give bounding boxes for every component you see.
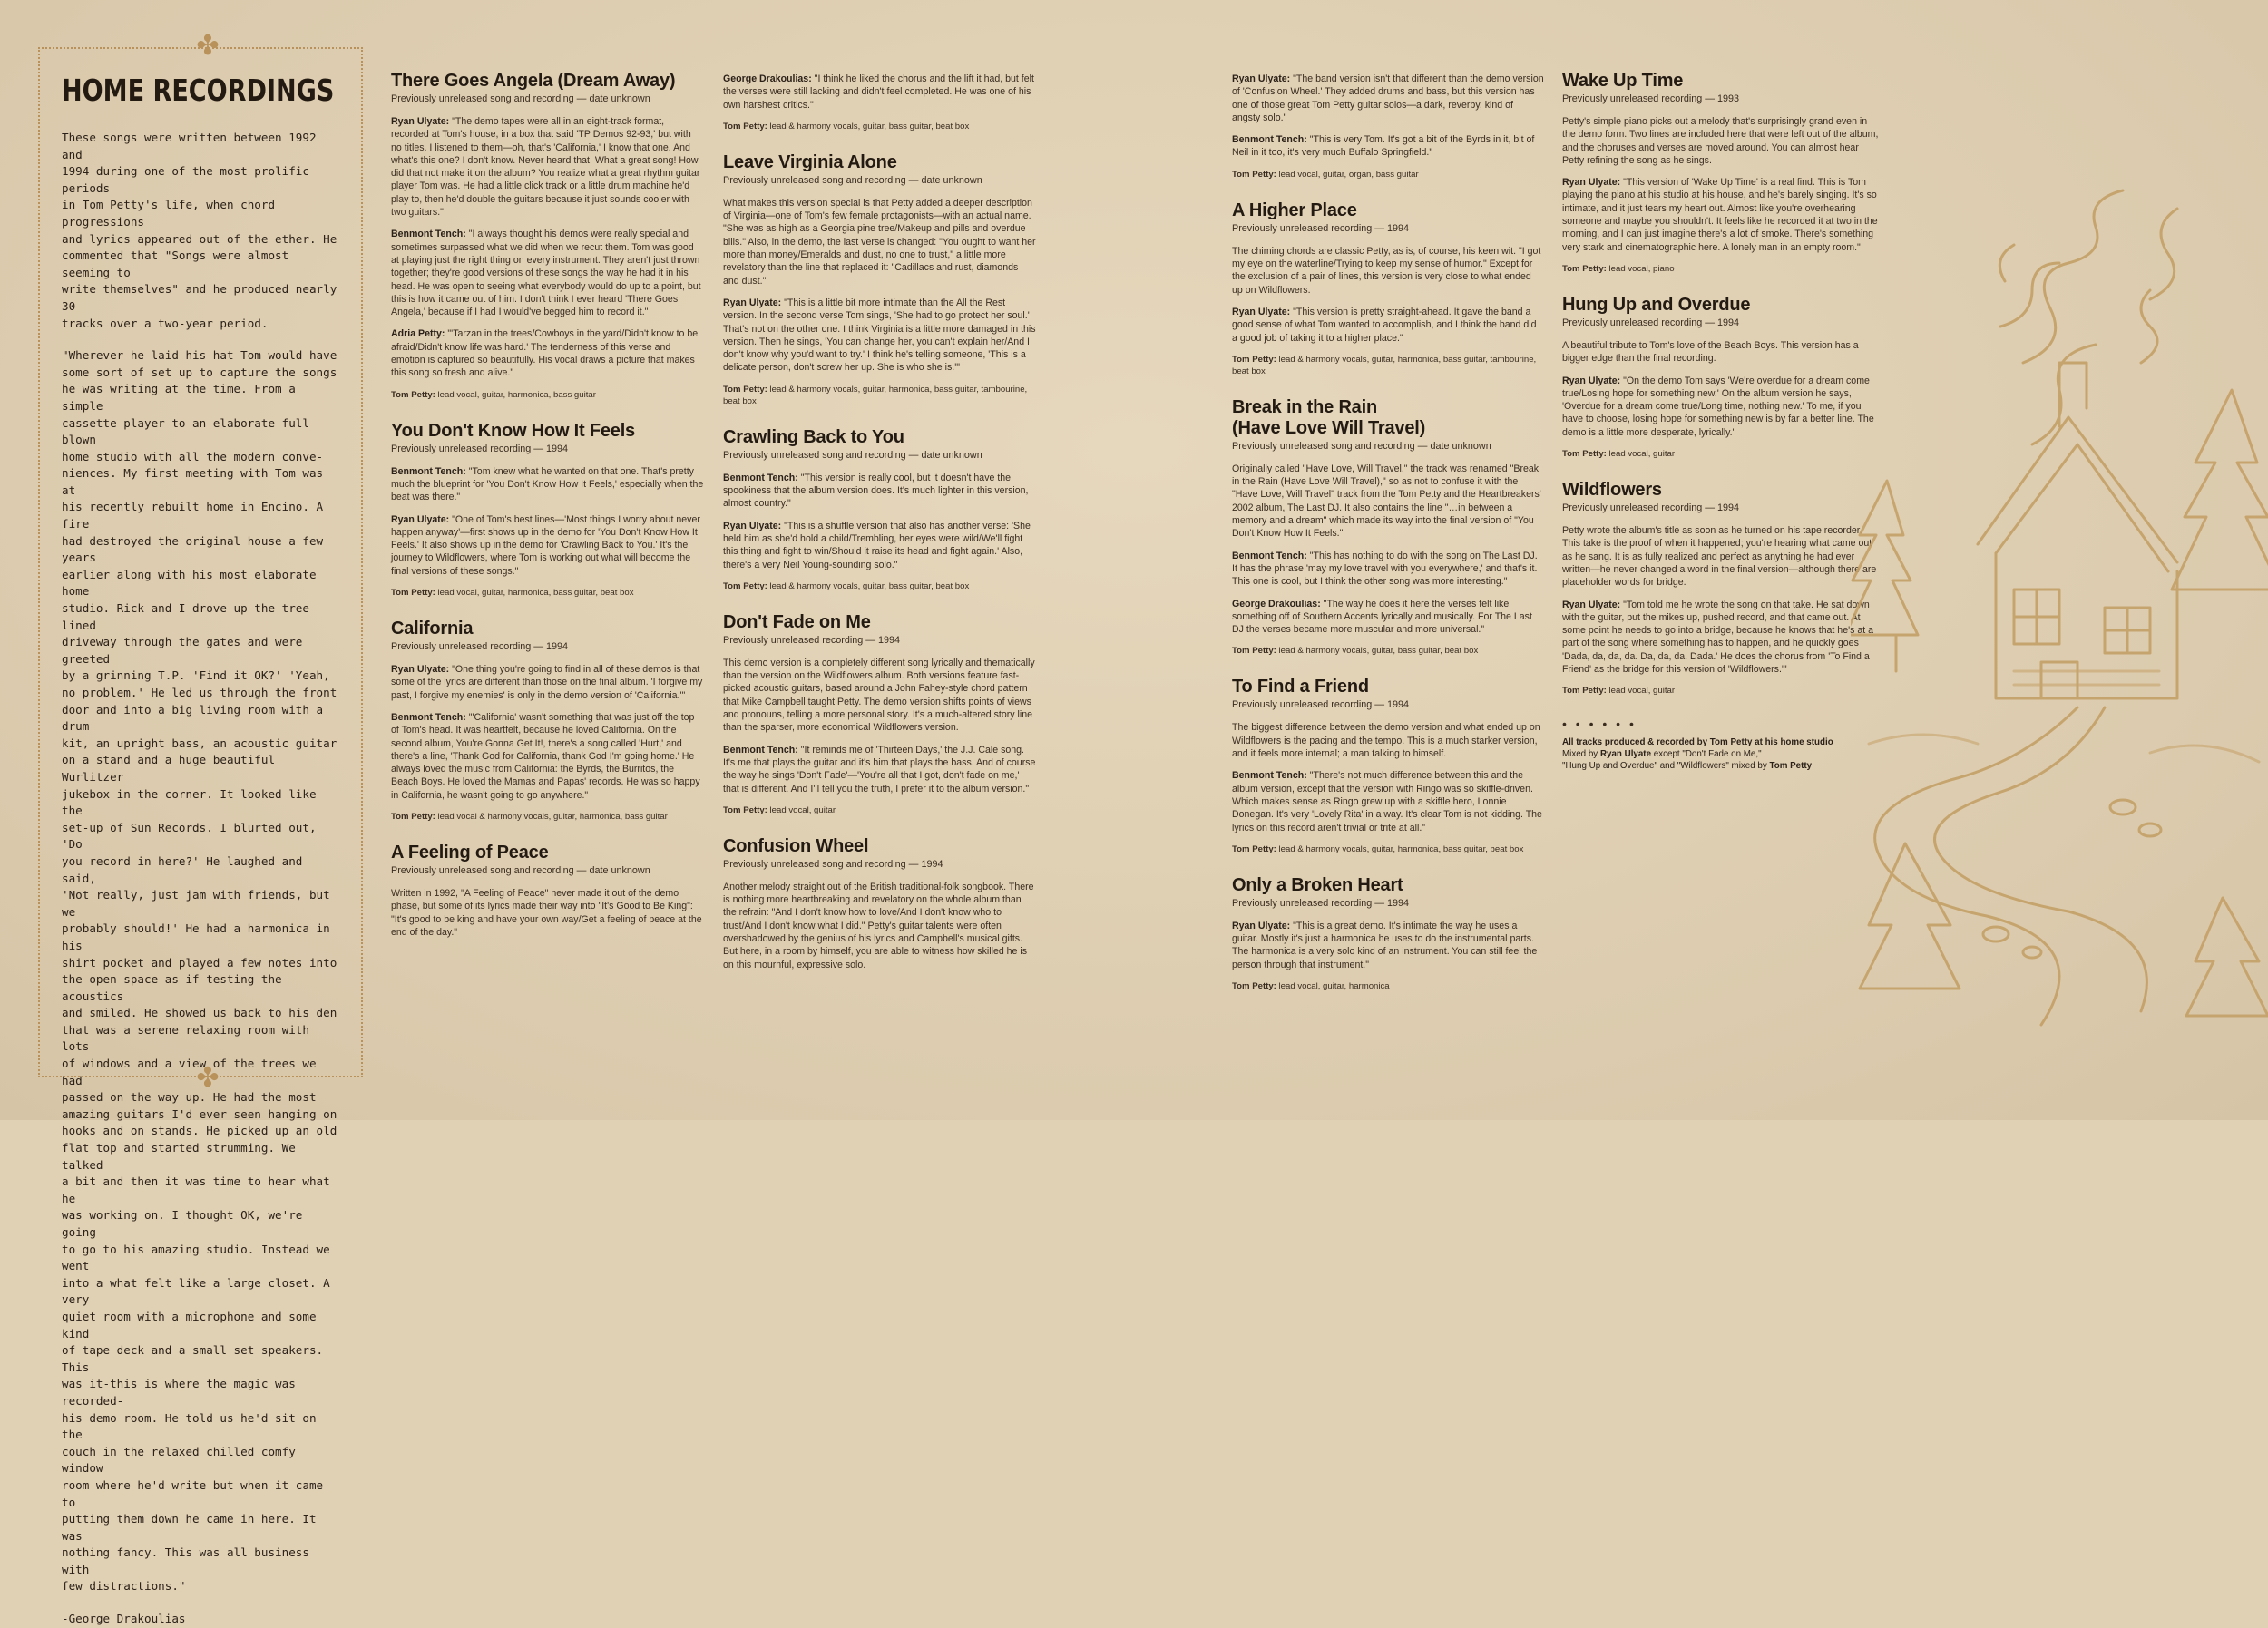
song-paragraph bbox=[1232, 920, 1544, 971]
song-credits bbox=[1562, 685, 1880, 697]
footer-text: except "Don't Fade on Me," bbox=[1651, 749, 1762, 760]
quote-text: "This version is really cool, but it doesn't have the spookiness that the album version does. It's much lighter in this version, almost country." bbox=[723, 472, 1029, 510]
quote-text: What makes this version special is that Petty added a deeper description of Virginia—one of Tom's few female protagonists—with an actual name. "She was as high as a Georgia pine tree/Makeup and pills and overdue bills." Also, in the demo, the last verse is changed: "You ought to want her more than money/Emeralds and dust, no one to trust," a little more revelatory than the line that replaced it: "Cadillacs and rust, diamonds and dust." bbox=[723, 197, 1036, 287]
footer-line-2 bbox=[1562, 748, 1880, 760]
footer-mixer: Tom Petty bbox=[1769, 761, 1813, 772]
quote-text: "This has nothing to do with the song on The Last DJ. It has the phrase 'may my love travel with you everywhere,' and that's it. This one is cool, but I think the other song was more interesting." bbox=[1232, 550, 1538, 588]
song-subtitle: Previously unreleased song and recording — date unknown bbox=[723, 174, 982, 186]
song-block-you-don-t-know-how-it-feels bbox=[391, 421, 704, 599]
song-block-break-in-the-rain-have-love-will-travel bbox=[1232, 397, 1544, 658]
column-3 bbox=[1232, 73, 1544, 1012]
credit-instruments: lead vocal, piano bbox=[1606, 263, 1675, 274]
column-4 bbox=[1562, 71, 1880, 772]
song-block-don-t-fade-on-me bbox=[723, 612, 1036, 816]
credit-instruments: lead & harmony vocals, guitar, harmonica, bass guitar, tambourine, beat box bbox=[1232, 354, 1537, 376]
song-title: Hung Up and Overdue bbox=[1562, 294, 1751, 315]
quote-text: Written in 1992, "A Feeling of Peace" never made it out of the demo phase, but some of its lyrics made their way into "It's Good to Be King": "It's good to be king and have your own way/Get a feeling of peace at the end of the day." bbox=[391, 887, 702, 938]
song-subtitle: Previously unreleased song and recording — date unknown bbox=[1232, 440, 1491, 452]
song-paragraph bbox=[1562, 176, 1880, 254]
speaker-name: Benmont Tench: bbox=[391, 465, 466, 477]
song-title: Wildflowers bbox=[1562, 480, 1662, 501]
song-subtitle: Previously unreleased song and recording — date unknown bbox=[723, 449, 982, 461]
quote-text: "This is a little bit more intimate than the All the Rest version. In the second verse Tom sings, 'She had to go protect her soul.' That's not on the other one. I think Virginia is a little more damaged in this version. Then he sings, 'You can change her, you can't explain her/And I don't know why you'd want to try.' I think he's telling someone, 'This is a delicate person, don't screw her up. She is who she is.'" bbox=[723, 297, 1036, 374]
bottom-flourish-icon: ✤ bbox=[196, 1062, 220, 1094]
quote-text: Another melody straight out of the British traditional-folk songbook. There is nothing more heartbreaking and revelatory on the whole album than the refrain: "And I don't know how to love/And I don't know who to trust/And I don't know what I did." Petty's guitar talents were often overshadowed by the genius of his lyrics and Campbell's musical gifts. But here, in a room by himself, you are able to witness how skilled he is on this mournful, expressive solo. bbox=[723, 881, 1034, 970]
song-paragraph bbox=[723, 520, 1036, 571]
credit-instruments: lead & harmony vocals, guitar, bass guitar, beat box bbox=[767, 121, 970, 132]
song-block-continued bbox=[723, 73, 1036, 132]
speaker-name: Ryan Ulyate: bbox=[723, 520, 782, 531]
credit-artist: Tom Petty: bbox=[1562, 686, 1607, 697]
song-title: Break in the Rain (Have Love Will Travel) bbox=[1232, 396, 1426, 438]
cabin-illustration bbox=[1851, 154, 2268, 1061]
speaker-name: Ryan Ulyate: bbox=[391, 513, 450, 525]
song-paragraph bbox=[391, 228, 704, 318]
song-credits bbox=[1232, 645, 1544, 657]
song-title: Crawling Back to You bbox=[723, 426, 904, 447]
song-credits bbox=[1562, 263, 1880, 275]
speaker-name: Ryan Ulyate: bbox=[391, 116, 450, 127]
song-paragraph bbox=[723, 881, 1036, 971]
song-block-continued bbox=[1232, 73, 1544, 180]
song-paragraph bbox=[723, 744, 1036, 795]
quote-text: "On the demo Tom says 'We're overdue for a dream come true/Losing hope for something new.' On the album version he says, 'Overdue for a dream come true/Long time, nothing new.' To me, if you have to choose, losing hope for something new is by far a better line. The demo is a little more desperate, lyrically." bbox=[1562, 375, 1874, 438]
song-paragraph bbox=[1232, 550, 1544, 589]
speaker-name: Ryan Ulyate: bbox=[1232, 920, 1291, 931]
credit-instruments: lead vocal, guitar bbox=[767, 804, 836, 815]
quote-text: A beautiful tribute to Tom's love of the Beach Boys. This version has a bigger edge than the final recording. bbox=[1562, 339, 1859, 365]
quote-text: "This version is pretty straight-ahead. It gave the band a good sense of what Tom wanted to accomplish, and I think the band did a good job of taking it to a higher place." bbox=[1232, 306, 1537, 344]
song-credits bbox=[723, 384, 1036, 407]
credit-artist: Tom Petty: bbox=[723, 580, 767, 591]
song-subtitle: Previously unreleased recording — 1994 bbox=[1232, 699, 1410, 711]
quote-text: "I always thought his demos were really special and sometimes surpassed what we did when we recut them. Tom was good at playing just the right thing on every instrument. They aren't just thrown together; they're good versions of these songs the way he had it in his head. He was open to seeing what everybody would do up to a point, but this is how it came out of him. I don't think I ever heard 'There Goes Angela,' because if I had I would've begged him to record it." bbox=[391, 229, 701, 318]
song-credits bbox=[1232, 843, 1544, 855]
footer-mixer: Ryan Ulyate bbox=[1599, 749, 1652, 760]
song-credits bbox=[723, 804, 1036, 816]
song-title: Leave Virginia Alone bbox=[723, 151, 897, 172]
album-credits-footer bbox=[1562, 717, 1880, 772]
song-block-wake-up-time bbox=[1562, 71, 1880, 275]
song-credits bbox=[723, 580, 1036, 592]
intro-signature: -George Drakoulias bbox=[62, 1612, 186, 1626]
speaker-name: Benmont Tench: bbox=[1232, 770, 1307, 782]
song-block-only-a-broken-heart bbox=[1232, 875, 1544, 992]
credit-instruments: lead vocal, guitar bbox=[1606, 449, 1676, 460]
speaker-name: Benmont Tench: bbox=[1232, 550, 1307, 561]
quote-text: The biggest difference between the demo version and what ended up on Wildflowers is the pacing and the tempo. This is a much starker version, and it feels more internal; a man talking to himself. bbox=[1232, 722, 1540, 760]
credit-artist: Tom Petty: bbox=[723, 804, 767, 815]
credit-artist: Tom Petty: bbox=[391, 811, 435, 822]
quote-text: "It reminds me of 'Thirteen Days,' the J.J. Cale song. It's me that plays the guitar and it's him that plays the bass. And of course the way he sings 'Don't Fade'—'You're all that I got, don't fade on me,' that is different. And I'll tell you the truth, I prefer it to the album version." bbox=[723, 744, 1036, 795]
credit-instruments: lead vocal, guitar bbox=[1606, 686, 1676, 697]
speaker-name: George Drakoulias: bbox=[723, 73, 812, 84]
speaker-name: George Drakoulias: bbox=[1232, 598, 1321, 609]
song-paragraph bbox=[1232, 721, 1544, 760]
speaker-name: Ryan Ulyate: bbox=[1232, 73, 1291, 84]
song-paragraph bbox=[723, 297, 1036, 375]
song-subtitle: Previously unreleased recording — 1994 bbox=[1232, 897, 1410, 909]
speaker-name: Benmont Tench: bbox=[391, 711, 466, 723]
footer-text: Mixed by bbox=[1562, 749, 1600, 760]
song-paragraph bbox=[723, 472, 1036, 511]
quote-text: "The band version isn't that different than the demo version of 'Confusion Wheel.' They added drums and bass, but this version has one of those great Tom Petty guitar solos—a dark, reverby, kind of angsty solo." bbox=[1232, 73, 1544, 123]
credit-artist: Tom Petty: bbox=[391, 588, 435, 599]
tree-bottom-right bbox=[2186, 898, 2268, 1016]
quote-text: "One thing you're going to find in all of these demos is that some of the lyrics are different than those on the final album. 'I forgive my past, I forgive my enemies' is only in the demo version of 'California.'" bbox=[391, 664, 703, 701]
song-subtitle: Previously unreleased song and recording — 1994 bbox=[723, 858, 943, 870]
song-block-crawling-back-to-you bbox=[723, 427, 1036, 592]
speaker-name: Ryan Ulyate: bbox=[1562, 177, 1621, 189]
song-paragraph bbox=[391, 115, 704, 219]
song-paragraph bbox=[1562, 524, 1880, 589]
song-paragraph bbox=[723, 657, 1036, 735]
quote-text: The chiming chords are classic Petty, as is, of course, his keen wit. "I got my eye on the waterline/Trying to keep my sense of humor." Except for the exclusion of a pair of lines, this version is very close to what ended up on Wildflowers. bbox=[1232, 245, 1541, 296]
song-paragraph bbox=[723, 197, 1036, 288]
song-block-confusion-wheel bbox=[723, 836, 1036, 971]
speaker-name: Ryan Ulyate: bbox=[723, 297, 782, 308]
speaker-name: Adria Petty: bbox=[391, 328, 445, 340]
song-subtitle: Previously unreleased song and recording — date unknown bbox=[391, 93, 650, 104]
song-title: There Goes Angela (Dream Away) bbox=[391, 71, 676, 91]
quote-text: "The demo tapes were all in an eight-track format, recorded at Tom's house, in a box that said 'TP Demos 92-93,' but with no titles. I listened to them—oh, that's 'California,' I know that one. And what's this one? I don't know. Never heard that. What a great song! How did that not make it on the album? You realize what a great rhythm guitar player Tom was. He had a little click track or a little drum machine he'd play to, then he'd double the guitars because it just sounds cooler with two guitars." bbox=[391, 116, 700, 219]
quote-text: "'Tarzan in the trees/Cowboys in the yard/Didn't know to be afraid/Didn't know life was hard.' The tenderness of this verse and emotion is captured so beautifully. His vocal draws a picture that makes this song so fresh and alive." bbox=[391, 328, 699, 379]
song-block-a-higher-place bbox=[1232, 200, 1544, 377]
song-title: A Feeling of Peace bbox=[391, 842, 549, 863]
song-title: Don't Fade on Me bbox=[723, 611, 871, 632]
song-subtitle: Previously unreleased recording — 1994 bbox=[723, 634, 901, 646]
song-subtitle: Previously unreleased recording — 1993 bbox=[1562, 93, 1740, 104]
song-title: Confusion Wheel bbox=[723, 835, 869, 856]
song-paragraph bbox=[1232, 769, 1544, 833]
song-paragraph bbox=[1562, 339, 1880, 366]
cabin bbox=[1978, 363, 2177, 698]
footer-line-1: All tracks produced & recorded by Tom Petty at his home studio bbox=[1562, 737, 1833, 748]
tree-right bbox=[2172, 390, 2268, 590]
quote-text: Petty's simple piano picks out a melody that's surprisingly grand even in the demo form. Two lines are included here that were left out of the album, and the choruses and verses are moved around. You can almost hear Petty refining the song as he sings. bbox=[1562, 116, 1879, 166]
song-subtitle: Previously unreleased recording — 1994 bbox=[1562, 317, 1740, 328]
quote-text: "There's not much difference between this and the album version, except that the version with Ringo was so skiffle-driven. Which makes sense as Ringo grew up with a skiffle hero, Lonnie Donegan. It's very 'Lovely Rita' in a way. It's clear Tom is not kidding. The lyrics on this record aren't trivial or trite at all." bbox=[1232, 770, 1542, 833]
quote-text: "This version of 'Wake Up Time' is a real find. This is Tom playing the piano at his studio at his house, and he's barely singing. It's so intimate, and it just tears my heart out. Almost like you're overhearing someone and maybe you shouldn't. It feels like he recorded it at two in the morning, and I can just imagine there's a lot of smoke. There's something very stark and cinematographic here. A lonely man in an empty room." bbox=[1562, 177, 1878, 253]
separator-dots: • • • • • • bbox=[1562, 717, 1637, 732]
credit-artist: Tom Petty: bbox=[1232, 646, 1276, 657]
song-paragraph bbox=[1232, 245, 1544, 297]
footer-line-3 bbox=[1562, 760, 1880, 772]
song-paragraph bbox=[391, 711, 704, 802]
credit-artist: Tom Petty: bbox=[1232, 169, 1276, 180]
song-title: California bbox=[391, 619, 474, 639]
song-paragraph bbox=[391, 327, 704, 379]
credit-instruments: lead vocal, guitar, harmonica bbox=[1276, 980, 1390, 991]
credit-artist: Tom Petty: bbox=[723, 121, 767, 132]
quote-text: "'California' wasn't something that was just off the top of Tom's head. It was heartfelt, because he loved California. On the second album, You're Gonna Get It!, there's a song called 'Hurt,' and there's a line, 'Thank God for California, thank God I'm going home.' He always loved the music from California: the Byrds, the Burritos, the Beach Boys. He loved the Mamas and Papas' records. He was so happy in California, he wasn't going to go anywhere." bbox=[391, 711, 700, 801]
intro-paragraph-2: "Wherever he laid his hat Tom would have some sort of set up to capture the songs he was writing at the time. From a simple cassette player to an elaborate full-blown home studio with all the modern conve- niences. My first meeting with Tom was at his recently rebuilt home in Encino. A fire had destroyed the original house a few years earlier along with his most elaborate home studio. Rick and I drove up the tree-lined driveway through the gates and were greeted by a grinning T.P. 'Find it OK?' 'Yeah, no problem.' He led us through the front door and into a big living room with a drum kit, an upright bass, an acoustic guitar on a stand and a huge beautiful Wurlitzer jukebox in the corner. It looked like the set-up of Sun Records. I blurted out, 'Do you record in here?' He laughed and said, 'Not really, just jam with friends, but we probably should!' He had a harmonica in his shirt pocket and played a few notes into the open space as if testing the acoustics and smiled. He showed us back to his den that was a serene relaxing room with lots of windows and a view of the trees we had passed on the way up. He had the most amazing guitars I'd ever seen hanging on hooks and on stands. He picked up an old flat top and started strumming. We talked a bit and then it was time to hear what he was working on. I thought OK, we're going to go to his amazing studio. Instead we went into a what felt like a large closet. A very quiet room with a microphone and some kind of tape deck and a small set speakers. This was it-this is where the magic was recorded- his demo room. He told us he'd sit on the couch in the relaxed chilled comfy window room where he'd write but when it came to putting them down he came in here. It was nothing fancy. This was all business with few distractions." bbox=[62, 348, 337, 1594]
credit-instruments: lead & harmony vocals, guitar, bass guitar, beat box bbox=[767, 580, 970, 591]
song-credits bbox=[1232, 354, 1544, 377]
song-title: Only a Broken Heart bbox=[1232, 874, 1403, 895]
song-subtitle: Previously unreleased recording — 1994 bbox=[1232, 222, 1410, 234]
tree-bottom-left bbox=[1860, 843, 1960, 989]
quote-text: "Tom knew what he wanted on that one. That's pretty much the blueprint for 'You Don't Know How It Feels,' especially when the beat was there." bbox=[391, 465, 704, 503]
speaker-name: Benmont Tench: bbox=[723, 472, 798, 483]
song-paragraph bbox=[1232, 598, 1544, 637]
speaker-name: Ryan Ulyate: bbox=[391, 664, 450, 676]
tree-left bbox=[1851, 481, 1918, 635]
song-paragraph bbox=[391, 465, 704, 504]
credit-artist: Tom Petty: bbox=[1232, 980, 1276, 991]
song-block-california bbox=[391, 619, 704, 823]
song-credits bbox=[391, 389, 704, 401]
speaker-name: Ryan Ulyate: bbox=[1232, 306, 1291, 317]
song-credits bbox=[1562, 448, 1880, 460]
speaker-name: Benmont Tench: bbox=[723, 744, 798, 756]
quote-text: "The way he does it here the verses felt like something off of Southern Accents lyrically and musically. For The Last DJ the verses became more muscular and more universal." bbox=[1232, 598, 1532, 636]
quote-text: Originally called "Have Love, Will Travel," the track was renamed "Break in the Rain (Have Love Will Travel)," so as not to confuse it with the "Have Love, Will Travel" track from the Tom Petty and the Heartbreakers' 2002 album, The Last DJ. It also contains the line "…in between a memory and a dream" which made its way into the final version of "You Don't Know How It Feels." bbox=[1232, 463, 1541, 540]
quote-text: "This is a great demo. It's intimate the way he uses a guitar. Mostly it's just a harmonica he uses to do the instrumental parts. The harmonica is a very solo kind of an instrument. You can still feel the person through that instrument." bbox=[1232, 920, 1538, 970]
speaker-name: Ryan Ulyate: bbox=[1562, 599, 1621, 610]
quote-text: This demo version is a completely different song lyrically and thematically than the version on the Wildflowers album. Both versions feature fast-picked acoustic guitars, based around a John Fahey-style chord pattern that Mike Campbell taught Petty. The demo version shifts points of views and pronouns, telling a more personal story. It's a much-altered story line than the sparser, more economical Wildflowers version. bbox=[723, 657, 1035, 734]
credit-instruments: lead & harmony vocals, guitar, harmonica, bass guitar, beat box bbox=[1276, 843, 1524, 854]
song-paragraph bbox=[391, 513, 704, 578]
song-subtitle: Previously unreleased recording — 1994 bbox=[391, 641, 569, 653]
song-block-hung-up-and-overdue bbox=[1562, 295, 1880, 460]
quote-text: "This is a shuffle version that also has another verse: 'She held him as she'd hold a child/Trembling, her eyes were wild/We'll fight this thing and fight to win/Should it raise its head and fight again.' Also, there's a very Neil Young-sounding solo." bbox=[723, 520, 1031, 570]
speaker-name: Benmont Tench: bbox=[391, 229, 466, 240]
song-paragraph bbox=[1562, 115, 1880, 167]
footer-text: "Hung Up and Overdue" and "Wildflowers" mixed by bbox=[1562, 761, 1770, 772]
speaker-name: Ryan Ulyate: bbox=[1562, 375, 1621, 386]
credit-instruments: lead vocal & harmony vocals, guitar, harmonica, bass guitar bbox=[435, 811, 668, 822]
intro-paragraph-1: These songs were written between 1992 and 1994 during one of the most prolific periods in Tom Petty's life, when chord progressions and lyrics appeared out of the ether. He commented that "Songs were almost seeming to write themselves" and he produced nearly 30 tracks over a two-year period. bbox=[62, 131, 337, 330]
credit-artist: Tom Petty: bbox=[1562, 263, 1607, 274]
speaker-name: Benmont Tench: bbox=[1232, 134, 1307, 146]
song-block-a-feeling-of-peace bbox=[391, 843, 704, 939]
credit-artist: Tom Petty: bbox=[723, 384, 767, 395]
song-block-wildflowers bbox=[1562, 480, 1880, 697]
credit-artist: Tom Petty: bbox=[1562, 449, 1607, 460]
credit-instruments: lead vocal, guitar, organ, bass guitar bbox=[1276, 169, 1419, 180]
song-subtitle: Previously unreleased recording — 1994 bbox=[391, 443, 569, 454]
song-block-leave-virginia-alone bbox=[723, 152, 1036, 407]
credit-instruments: lead vocal, guitar, harmonica, bass guitar bbox=[435, 389, 596, 400]
song-paragraph bbox=[1232, 73, 1544, 124]
song-paragraph bbox=[1232, 463, 1544, 541]
song-credits bbox=[723, 121, 1036, 132]
column-2 bbox=[723, 73, 1036, 991]
quote-text: "One of Tom's best lines—'Most things I worry about never happen anyway'—first shows up in the demo for 'You Don't Know How It Feels.' It also shows up in the demo for 'Crawling Back to You.' It's the journey to Wildflowers, where Tom is working out what will become the final versions of these songs." bbox=[391, 513, 700, 577]
intro-panel bbox=[38, 47, 363, 1626]
quote-text: "This is very Tom. It's got a bit of the Byrds in it, bit of Neil in it too, it's very much Buffalo Springfield." bbox=[1232, 134, 1535, 159]
song-paragraph bbox=[391, 663, 704, 702]
song-paragraph bbox=[391, 887, 704, 939]
song-credits bbox=[391, 587, 704, 599]
song-credits bbox=[391, 811, 704, 823]
song-title: To Find a Friend bbox=[1232, 677, 1369, 697]
intro-title: HOME RECORDINGS bbox=[62, 73, 335, 108]
song-title: A Higher Place bbox=[1232, 200, 1357, 220]
song-paragraph bbox=[1232, 133, 1544, 160]
song-subtitle: Previously unreleased song and recording — date unknown bbox=[391, 864, 650, 876]
quote-text: "Tom told me he wrote the song on that take. He sat down with the guitar, put the mikes up, pushed record, and that came out. At some point he needs to go into a bridge, because he knows that he's at a part of the song where something has to happen, and he quickly goes 'Dada, da, da, da. Da, da, da. Dada.' He does the chorus from 'To Find a Friend' as the bridge for this version of 'Wildflowers.'" bbox=[1562, 599, 1874, 676]
song-block-to-find-a-friend bbox=[1232, 677, 1544, 854]
credit-instruments: lead vocal, guitar, harmonica, bass guitar, beat box bbox=[435, 588, 634, 599]
quote-text: "I think he liked the chorus and the lift it had, but felt the verses were still lacking and didn't feel completed. He was one of his own harshest critics." bbox=[723, 73, 1034, 111]
song-paragraph bbox=[1232, 306, 1544, 345]
song-paragraph bbox=[1562, 599, 1880, 677]
credit-artist: Tom Petty: bbox=[1232, 354, 1276, 365]
smoke-swirls bbox=[1999, 190, 2177, 444]
song-title: You Don't Know How It Feels bbox=[391, 420, 635, 441]
song-subtitle: Previously unreleased recording — 1994 bbox=[1562, 502, 1740, 514]
song-paragraph bbox=[1562, 375, 1880, 439]
quote-text: Petty wrote the album's title as soon as he turned on his tape recorder. This take is the proof of when it happened; you're hearing what came out as he sang. It is as fully realized and perfect as anything he had ever written—he never changed a word in the final version—although there are placeholder words for bridge. bbox=[1562, 525, 1877, 589]
credit-instruments: lead & harmony vocals, guitar, harmonica, bass guitar, tambourine, beat box bbox=[723, 384, 1028, 406]
column-1 bbox=[391, 71, 704, 959]
credit-instruments: lead & harmony vocals, guitar, bass guitar, beat box bbox=[1276, 646, 1479, 657]
top-flourish-icon: ✤ bbox=[196, 30, 220, 62]
credit-artist: Tom Petty: bbox=[391, 389, 435, 400]
credit-artist: Tom Petty: bbox=[1232, 843, 1276, 854]
song-title: Wake Up Time bbox=[1562, 71, 1684, 91]
song-block-there-goes-angela-dream-away bbox=[391, 71, 704, 401]
song-paragraph bbox=[723, 73, 1036, 112]
song-credits bbox=[1232, 980, 1544, 992]
song-credits bbox=[1232, 169, 1544, 180]
